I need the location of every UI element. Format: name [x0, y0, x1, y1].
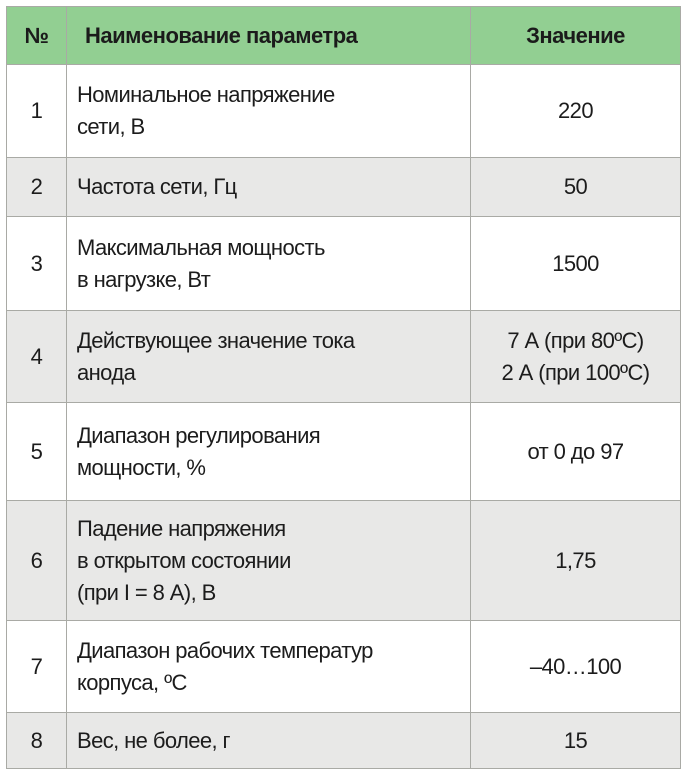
value-line: 7 А (при 80ºС)	[507, 327, 644, 353]
parameter-name	[67, 65, 471, 158]
parameter-line: Диапазон регулирования	[77, 422, 321, 448]
table-row	[7, 501, 681, 621]
row-number: 5	[7, 403, 67, 501]
parameter-name	[67, 621, 471, 713]
table-row	[7, 158, 681, 217]
parameters-table	[6, 6, 681, 769]
parameter-line: корпуса, ºС	[77, 669, 187, 695]
table-row	[7, 217, 681, 311]
table-row	[7, 621, 681, 713]
parameter-line: Частота сети, Гц	[77, 174, 237, 199]
parameter-value	[471, 158, 681, 217]
parameter-line: (при I = 8 А), В	[77, 579, 216, 605]
parameter-value	[471, 311, 681, 403]
row-number: 3	[7, 217, 67, 311]
parameter-name	[67, 501, 471, 621]
parameter-name	[67, 158, 471, 217]
value-line: 2 А (при 100ºС)	[501, 359, 650, 385]
table-row	[7, 65, 681, 158]
row-number: 1	[7, 65, 67, 158]
table-row	[7, 403, 681, 501]
table-row	[7, 311, 681, 403]
value-line: 50	[563, 174, 588, 199]
parameter-value	[471, 217, 681, 311]
parameter-line: Максимальная мощность	[77, 234, 325, 260]
parameter-line: Действующее значение тока	[77, 327, 355, 353]
value-line: 15	[563, 727, 588, 753]
parameter-value	[471, 65, 681, 158]
row-number: 6	[7, 501, 67, 621]
value-line: 1,75	[555, 547, 596, 573]
header-value: Значение	[471, 7, 681, 65]
parameter-name	[67, 403, 471, 501]
parameter-line: в нагрузке, Вт	[77, 266, 211, 292]
parameter-value	[471, 621, 681, 713]
parameter-value	[471, 501, 681, 621]
parameter-value	[471, 713, 681, 769]
parameter-name	[67, 217, 471, 311]
value-line: от 0 до 97	[527, 438, 624, 464]
value-line: –40…100	[529, 653, 622, 679]
parameter-line: анода	[77, 359, 136, 385]
parameter-line: сети, В	[77, 114, 145, 139]
parameter-value	[471, 403, 681, 501]
parameter-line: мощности, %	[77, 454, 206, 480]
table-header	[7, 7, 681, 65]
value-line: 1500	[552, 250, 599, 276]
parameter-line: Диапазон рабочих температур	[77, 637, 373, 663]
header-parameter-name: Наименование параметра	[67, 7, 471, 65]
header-num: №	[7, 7, 67, 65]
parameter-name	[67, 713, 471, 769]
parameter-line: в открытом состоянии	[77, 547, 291, 573]
row-number: 8	[7, 713, 67, 769]
parameter-name	[67, 311, 471, 403]
table-body	[7, 65, 681, 769]
header-row	[7, 7, 681, 65]
row-number: 2	[7, 158, 67, 217]
table-row	[7, 713, 681, 769]
row-number: 4	[7, 311, 67, 403]
parameter-line: Номинальное напряжение	[77, 82, 335, 107]
parameter-line: Вес, не более, г	[77, 727, 230, 753]
parameter-line: Падение напряжения	[77, 515, 286, 541]
row-number: 7	[7, 621, 67, 713]
value-line: 220	[558, 98, 593, 123]
